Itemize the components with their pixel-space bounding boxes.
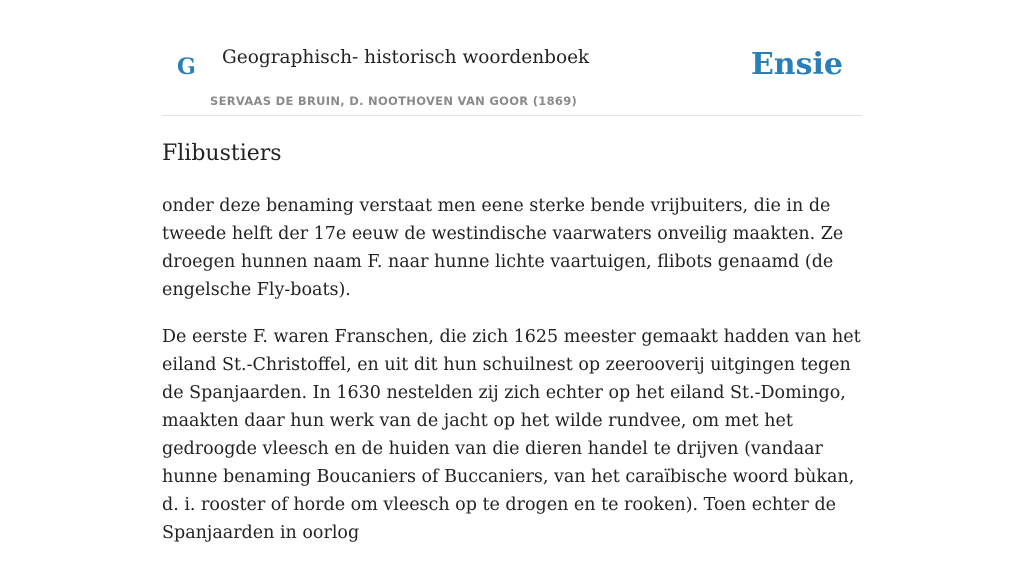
- book-authors: SERVAAS DE BRUIN, D. NOOTHOVEN VAN GOOR (1869): [210, 94, 578, 108]
- brand-logo[interactable]: Ensie: [750, 47, 843, 82]
- content-column: [162, 0, 862, 543]
- entry-body: [162, 192, 862, 566]
- entry-title: Flibustiers: [162, 141, 282, 166]
- paragraph: De eerste F. waren Franschen, die zich 1625 meester gemaakt hadden van het eiland St.-Christoffel, en uit dit hun schuilnest op zeerooverij uitgingen tegen de Spanjaarden. In 1630 nestelden zij zich echter op het eiland St.-Domingo, maakten daar hun werk van de jacht op het wilde rundvee, om met het gedroogde vleesch en de huiden van die dieren handel te drijven (vandaar hunne benaming Boucaniers of Buccaniers, van het caraïbische woord bùkan, d. i. rooster of horde om vleesch op te drogen en te rooken). Toen echter de Spanjaarden in oorlog: [162, 327, 861, 543]
- book-title[interactable]: Geographisch- historisch woordenboek: [222, 47, 590, 68]
- header: [162, 0, 862, 116]
- book-icon[interactable]: G: [177, 54, 196, 80]
- paragraph: onder deze benaming verstaat men eene sterke bende vrijbuiters, die in de tweede helft der 17e eeuw de westindische vaarwaters onveilig maakten. Ze droegen hunnen naam F. naar hunne lichte vaartuigen, flibots genaamd (de engelsche Fly-boats).: [162, 196, 844, 300]
